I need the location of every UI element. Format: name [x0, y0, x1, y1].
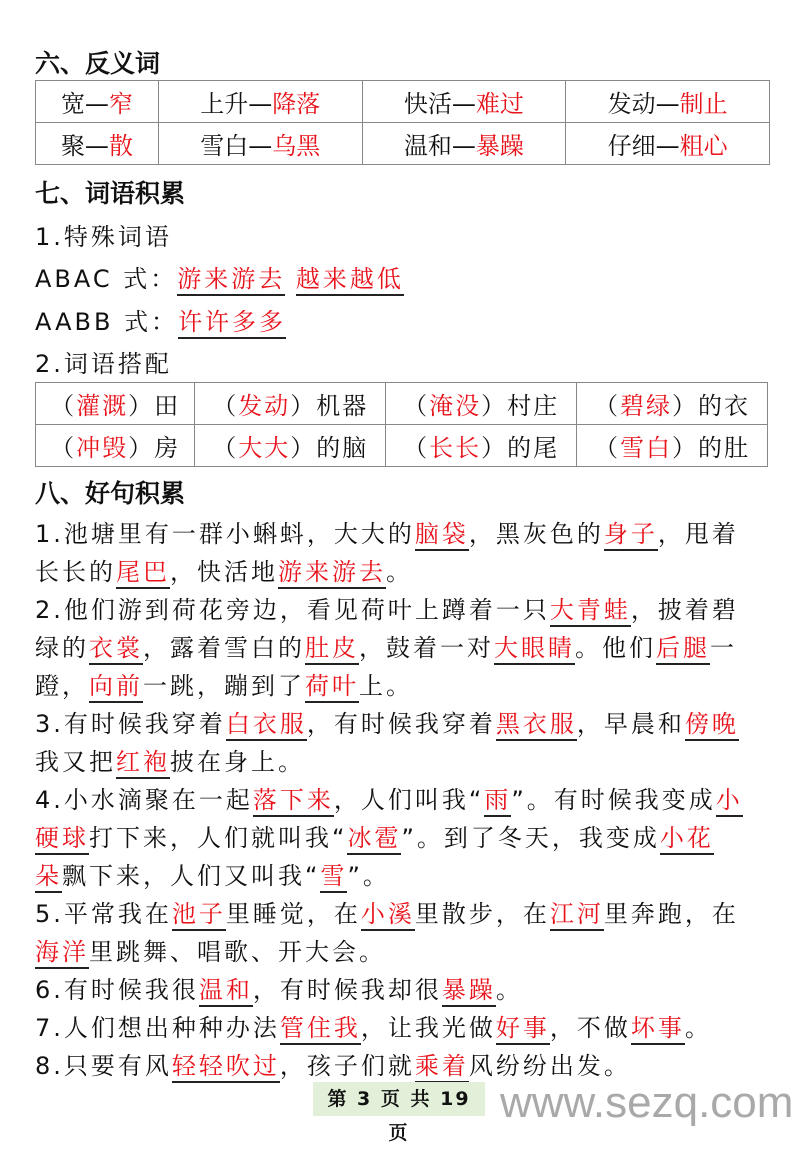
collocation-cell [195, 425, 386, 467]
answer-word: 黑衣服 [496, 710, 577, 741]
text: ”。到了冬天，我变成 [401, 824, 660, 852]
sentence-line [35, 628, 737, 663]
antonym-table [35, 80, 770, 165]
answer: 灌溉 [76, 392, 129, 420]
text: ，有时候我却很 [252, 976, 442, 1004]
sentence-line [35, 742, 305, 777]
answer: 长长 [429, 434, 482, 462]
paren-close: ） [481, 434, 508, 462]
antonym-cell [362, 123, 566, 165]
collocation-cell [386, 425, 577, 467]
collocation-table [35, 382, 768, 467]
text: 7.人们想出种种办法 [35, 1014, 280, 1042]
watermark: www.sezq.com [500, 1078, 794, 1127]
answer: 淹没 [429, 392, 482, 420]
noun: 的尾 [507, 434, 560, 462]
sentence-line [35, 704, 739, 739]
sentence-line [35, 856, 390, 891]
answer-word: 温和 [199, 976, 253, 1007]
text: ，人们叫我“ [333, 786, 485, 814]
antonym: 粗心 [679, 132, 728, 160]
abac-line [35, 259, 404, 294]
collocation-cell [36, 425, 195, 467]
sentence-line [35, 818, 714, 853]
text: 3.有时候我穿着 [35, 710, 226, 738]
aabb-label: AABB 式： [35, 308, 179, 336]
antonym-cell [36, 123, 159, 165]
answer-word: 雪 [320, 862, 347, 893]
collocation-cell [195, 383, 386, 425]
antonym: 难过 [475, 90, 524, 118]
sentence-line [35, 514, 739, 549]
paren-close: ） [128, 434, 155, 462]
antonym-cell [566, 123, 770, 165]
abac-word: 越来越低 [296, 265, 404, 296]
answer-word: 暴躁 [442, 976, 496, 1007]
answer-word: 好事 [496, 1014, 550, 1045]
text: ，早晨和 [576, 710, 685, 738]
section-7-title: 七、词语积累 [35, 179, 186, 208]
text: 。 [386, 558, 413, 586]
paren-close: ） [290, 392, 317, 420]
answer-word: 衣裳 [89, 634, 143, 665]
noun: 的脑 [316, 434, 369, 462]
abac-word: 游来游去 [177, 265, 285, 296]
antonym: 制止 [679, 90, 728, 118]
text: 我又把 [35, 748, 116, 776]
answer-word: 海洋 [35, 938, 89, 969]
text: 8.只要有风 [35, 1052, 172, 1080]
answer: 发动 [238, 392, 291, 420]
word: 发动— [607, 90, 680, 118]
noun: 的衣 [698, 392, 751, 420]
noun: 村庄 [507, 392, 560, 420]
text: 1.池塘里有一群小蝌蚪，大大的 [35, 520, 415, 548]
answer-word: 硬球 [35, 824, 89, 855]
text: 披在身上。 [170, 748, 305, 776]
text: 打下来，人们就叫我“ [89, 824, 348, 852]
text: ”。 [347, 862, 390, 890]
paren-open: （ [50, 434, 77, 462]
answer-word: 傍晚 [685, 710, 739, 741]
paren-open: （ [212, 392, 239, 420]
antonym-cell [362, 81, 566, 123]
answer-word: 小花 [660, 824, 714, 855]
paren-close: ） [290, 434, 317, 462]
text: 。 [684, 1014, 712, 1042]
sentence-line [35, 552, 413, 587]
collocation-cell [36, 383, 195, 425]
answer-word: 脑袋 [415, 520, 469, 551]
answer-word: 管住我 [280, 1014, 361, 1045]
word: 温和— [403, 132, 476, 160]
answer-word: 江河 [550, 900, 604, 931]
text: ，鼓着一对 [359, 634, 494, 662]
paren-close: ） [672, 392, 699, 420]
answer-word: 乘着 [415, 1052, 469, 1083]
text: 风纷纷出发。 [468, 1052, 631, 1080]
paren-open: （ [50, 392, 77, 420]
collocation-cell [577, 425, 768, 467]
text: 一 [710, 634, 737, 662]
text: 上。 [359, 672, 413, 700]
sentence-line [35, 590, 739, 625]
noun: 房 [154, 434, 181, 462]
text: 6.有时候我很 [35, 976, 199, 1004]
text: ，孩子们就 [279, 1052, 415, 1080]
noun: 的肚 [698, 434, 751, 462]
text: ，披着碧 [630, 596, 739, 624]
paren-close: ） [481, 392, 508, 420]
collocation-cell [577, 383, 768, 425]
text: ，黑灰色的 [468, 520, 604, 548]
sentence-line [35, 970, 523, 1005]
answer-word: 小 [716, 786, 743, 817]
text: ，让我光做 [360, 1014, 496, 1042]
antonym-cell [158, 123, 362, 165]
sentence-line [35, 780, 743, 815]
table-row [36, 123, 770, 165]
answer-word: 落下来 [253, 786, 334, 817]
antonym-cell [158, 81, 362, 123]
aabb-line [35, 302, 286, 337]
word: 上升— [200, 90, 273, 118]
paren-open: （ [403, 434, 430, 462]
text: 4.小水滴聚在一起 [35, 786, 253, 814]
subheading-collocation: 2.词语搭配 [35, 350, 172, 378]
answer-word: 大眼睛 [494, 634, 575, 665]
antonym: 散 [108, 132, 133, 160]
text: ，甩着 [657, 520, 739, 548]
paren-open: （ [594, 434, 621, 462]
sentence-line [35, 666, 413, 701]
section-6-title: 六、反义词 [35, 49, 161, 78]
answer: 碧绿 [620, 392, 673, 420]
answer-word: 身子 [604, 520, 658, 551]
text: ，快活地 [170, 558, 278, 586]
text: 飘下来，人们又叫我“ [62, 862, 321, 890]
noun: 机器 [316, 392, 369, 420]
answer-word: 白衣服 [226, 710, 307, 741]
page-footer: 第 3 页 共 19 页 [313, 1082, 485, 1116]
answer-word: 雨 [484, 786, 511, 817]
text: 里散步，在 [414, 900, 550, 928]
table-row [36, 81, 770, 123]
text: 里跳舞、唱歌、开大会。 [89, 938, 386, 966]
answer: 冲毁 [76, 434, 129, 462]
antonym: 降落 [272, 90, 321, 118]
text: 里睡觉，在 [225, 900, 361, 928]
answer-word: 红袍 [116, 748, 170, 779]
noun: 田 [154, 392, 181, 420]
text: 长长的 [35, 558, 116, 586]
sentence-line [35, 1046, 631, 1081]
answer-word: 冰雹 [347, 824, 401, 855]
text: 蹬， [35, 672, 89, 700]
paren-close: ） [672, 434, 699, 462]
word: 仔细— [607, 132, 680, 160]
aabb-word: 许许多多 [178, 308, 286, 339]
abac-label: ABAC 式： [35, 265, 178, 293]
table-row [36, 425, 768, 467]
answer-word: 后腿 [656, 634, 710, 665]
sentence-line [35, 932, 386, 967]
antonym-cell [566, 81, 770, 123]
paren-open: （ [403, 392, 430, 420]
answer: 雪白 [620, 434, 673, 462]
text: ，有时候我穿着 [306, 710, 496, 738]
subheading-special-words: 1.特殊词语 [35, 223, 172, 251]
text: 。 [495, 976, 523, 1004]
sentence-line [35, 894, 739, 929]
word: 宽— [60, 90, 109, 118]
text: 。他们 [575, 634, 656, 662]
paren-close: ） [128, 392, 155, 420]
text: 5.平常我在 [35, 900, 172, 928]
word: 聚— [60, 132, 109, 160]
text: 里奔跑，在 [603, 900, 739, 928]
collocation-cell [386, 383, 577, 425]
answer-word: 尾巴 [116, 558, 170, 589]
answer-word: 池子 [172, 900, 226, 931]
answer-word: 小溪 [361, 900, 415, 931]
word: 雪白— [200, 132, 273, 160]
antonym: 乌黑 [272, 132, 321, 160]
word: 快活— [403, 90, 476, 118]
antonym-cell [36, 81, 159, 123]
text: 一跳，蹦到了 [143, 672, 305, 700]
answer-word: 轻轻吹过 [172, 1052, 280, 1083]
table-row [36, 383, 768, 425]
answer-word: 游来游去 [278, 558, 386, 589]
text: ，不做 [549, 1014, 631, 1042]
text: ”。有时候我变成 [511, 786, 716, 814]
answer-word: 向前 [89, 672, 143, 703]
answer-word: 坏事 [631, 1014, 685, 1045]
antonym: 暴躁 [475, 132, 524, 160]
text: ，露着雪白的 [143, 634, 305, 662]
answer-word: 朵 [35, 862, 62, 893]
answer-word: 肚皮 [305, 634, 359, 665]
answer: 大大 [238, 434, 291, 462]
sentence-line [35, 1008, 712, 1043]
antonym: 窄 [108, 90, 133, 118]
paren-open: （ [594, 392, 621, 420]
text: 2.他们游到荷花旁边，看见荷叶上蹲着一只 [35, 596, 550, 624]
answer-word: 荷叶 [305, 672, 359, 703]
answer-word: 大青蛙 [550, 596, 631, 627]
paren-open: （ [212, 434, 239, 462]
text: 绿的 [35, 634, 89, 662]
section-8-title: 八、好句积累 [35, 479, 186, 508]
